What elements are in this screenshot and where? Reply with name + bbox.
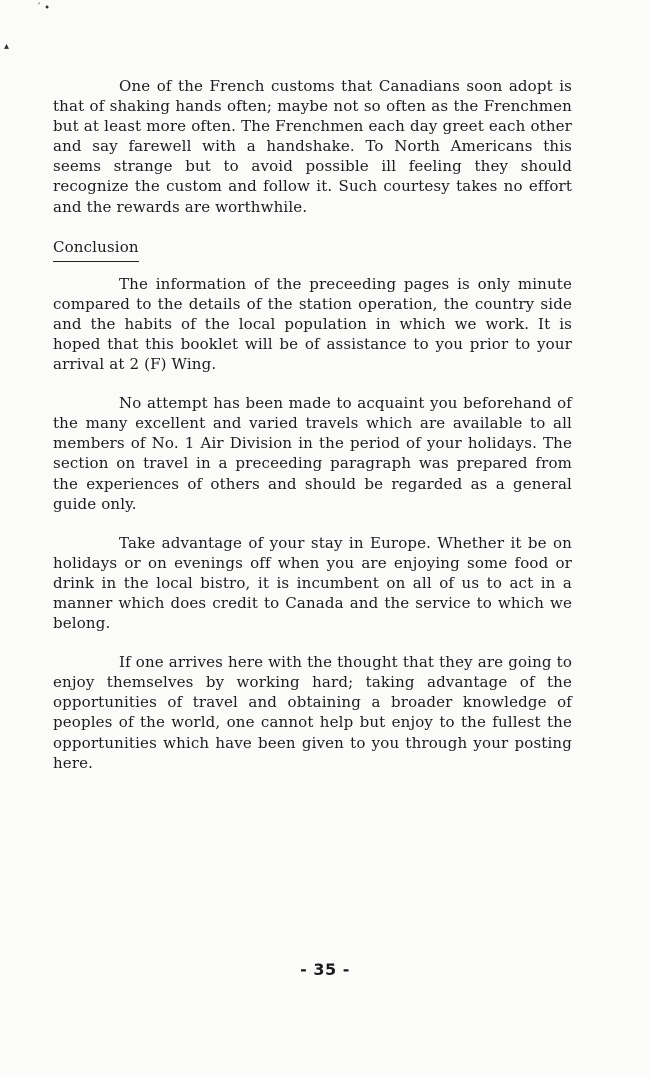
scan-speck-left: ▴ (4, 41, 10, 52)
intro-paragraph: One of the French customs that Canadians soon adopt is that of shaking hands often; maybe not so often as the Frenchmen but at least more often. The Frenchmen each day greet each other and say farewell with a handshake. To North Americans this seems strange but to avoid possible ill feeling they should recognize the custom and follow it. Such courtesy takes no effort and the rewards are worthwhile. (53, 77, 572, 216)
conclusion-paragraph-1: The information of the preceeding pages is only minute compared to the details of the station operation, the country side and the habits of the local population in which we work. It is hoped that this booklet will be of assistance to you prior to your arrival at 2 (F) Wing. (53, 274, 572, 374)
conclusion-paragraph-2: No attempt has been made to acquaint you beforehand of the many excellent and varied travels which are available to all members of No. 1 Air Division in the period of your holidays. The section on travel in a preceeding paragraph was prepared from the experiences of others and should be regarded as a general guide only. (53, 394, 572, 513)
scan-speck-top: ´ • (36, 3, 51, 14)
section-heading: Conclusion (53, 237, 139, 262)
conclusion-heading-wrap (53, 217, 572, 262)
page-number: - 35 - (300, 960, 350, 979)
page-body (53, 76, 572, 773)
conclusion-paragraph-4: If one arrives here with the thought that they are going to enjoy themselves by working hard; taking advantage of the opportunities of travel and obtaining a broader knowledge of peoples of the world, one cannot help but enjoy to the fullest the opportunities which have been given to you through your posting here. (53, 653, 572, 772)
conclusion-paragraph-3: Take advantage of your stay in Europe. Whether it be on holidays or on evenings off when you are enjoying some food or drink in the local bistro, it is incumbent on all of us to act in a manner which does credit to Canada and the service to which we belong. (53, 533, 572, 633)
